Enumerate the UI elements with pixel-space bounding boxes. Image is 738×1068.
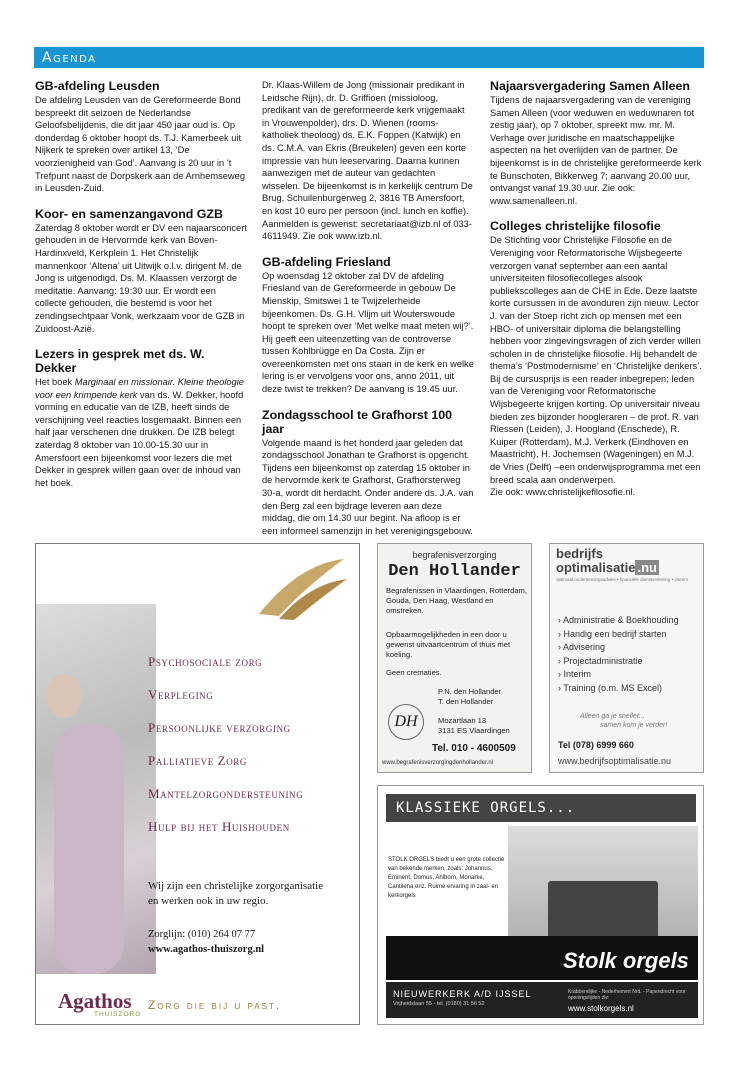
- zorglijn: Zorglijn: (010) 264 07 77: [148, 929, 256, 940]
- service-item: › Interim: [558, 669, 592, 679]
- ad-subtitle: begrafenisverzorging: [412, 550, 497, 560]
- article-title: Zondagsschool te Grafhorst 100 jaar: [262, 407, 453, 436]
- article-title: Colleges christelijke filosofie: [490, 219, 661, 234]
- article-body: Tijdens de najaarsvergadering van de vereniging Samen Alleen (voor weduwen en weduwnaren tot zestig jaar), op 7 oktober, spreekt mw. mr. M. Verhage over juridische en maatschappelijke aspecten na het overlijden van de partner. De bijeenkomst is in de christelijke gereformeerde kerk te Bunschoten, Bikkerweg 7; aanvang 20.00 uur, ontvangst vanaf 19.30 uur. Zie ook: www.samenalleen.nl.: [490, 95, 702, 206]
- location: NIEUWERKERK A/D IJSSEL: [393, 989, 532, 999]
- body-lead: Het boek: [35, 377, 75, 388]
- ad-paragraph: Opbaarmogelijkheden in een door u gewenst uitvaartcentrum of thuis met koeling.: [386, 630, 511, 659]
- agathos-ad[interactable]: [35, 543, 360, 1025]
- column-1: [35, 79, 247, 501]
- dh-logo-icon: DH: [388, 704, 424, 740]
- contact-name: P.N. den Hollander: [438, 687, 502, 696]
- article-continued: [262, 79, 474, 243]
- service-item: › Handig een bedrijf starten: [558, 628, 667, 639]
- ad-text: [148, 879, 323, 909]
- caregiver-photo: [36, 604, 156, 974]
- article-body: Volgende maand is het honderd jaar geleden dat zondagsschool Jonathan te Grafhorst is opgericht. Tijdens een bijeenkomst op zaterdag 15 oktober in de hervormde kerk te Grafhorst, Grafhorsterweg 30-a, wordt dit herdacht. Onder andere ds. J.A. van den Berg zal een bijdrage leveren aan deze middag, die om 14.30 uur begint. Na afloop is er een informeel samenzijn in het verenigingsgebouw.: [262, 437, 474, 536]
- body-rest: van ds. W. Dekker, hoofd vorming en educatie van de IZB, heeft sinds de verschijning veel reacties losgemaakt. Binnen een half jaar verschenen drie drukken. De IZB belegt zaterdag 8 oktober van 10.00-15.30 uur in Amersfoort een bijeenkomst voor lezers die met Dekker in gesprek willen gaan over de inhoud van het boek.: [35, 389, 244, 488]
- article-body: Zaterdag 8 oktober wordt er DV een najaarsconcert gehouden in de Hervormde kerk van Boven-Hardinxveld, Kerkplein 1. Het Christelijk mannenkoor ‘Altena’ uit Uitwijk o.l.v. dirigent M. de Jong is uitgenodigd. Ds. M. Klaassen verzorgt de meditatie. Aanvang: 19:30 uur. Er wordt een collecte gehouden, die bestemd is voor het zendingsechtpaar Vonk, werkzaam voor de GZB in Zuidoost-Azië.: [35, 222, 247, 334]
- article: [262, 408, 474, 538]
- article: [490, 79, 702, 207]
- service-item: Mantelzorgondersteuning: [148, 786, 304, 801]
- address-line: 3131 ES Vlaardingen: [438, 726, 510, 735]
- services-list: [558, 614, 679, 695]
- phone: Tel (078) 6999 660: [558, 740, 634, 750]
- ad-paragraph: Geen crematies.: [386, 668, 442, 677]
- book-title: Marginaal en missionair. Kleine theologie voor een krimpende kerk: [35, 377, 244, 400]
- article: [262, 255, 474, 396]
- scarf: [54, 724, 124, 974]
- article-title: Lezers in gesprek met ds. W. Dekker: [35, 347, 205, 376]
- ad-header: [386, 794, 696, 822]
- ad-paragraph: Begrafenissen in Vlaardingen, Rotterdam, Gouda, Den Haag, Westland en omstreken.: [386, 586, 527, 615]
- section-header-bar: [34, 47, 704, 68]
- service-item: Psychosociale zorg: [148, 654, 263, 669]
- quote-line: samen kom je verder!: [600, 722, 668, 729]
- service-item: Hulp bij het Huishouden: [148, 819, 290, 834]
- article-link: Zie ook: www.christelijkefilosofie.nl.: [490, 487, 636, 498]
- service-item: › Projectadministratie: [558, 655, 643, 666]
- article: [490, 219, 702, 498]
- service-item: › Training (o.m. MS Excel): [558, 682, 663, 693]
- address: Vrijheidslaan 55 - tel. (0180) 31 56 52: [393, 1001, 485, 1007]
- article-title: GB-afdeling Friesland: [262, 254, 391, 269]
- person-head: [46, 674, 82, 718]
- article-body: De afdeling Leusden van de Gereformeerde Bond bespreekt dit seizoen de Nederlandse Geloofsbelijdenis, die dit jaar 450 jaar oud is. Op donderdag 6 oktober hoopt ds. T.J. Kamerbeek uit Nijkerk te spreken over artikel 13, ‘De voorzienigheid van God’. Aanvang is 20 uur in ’t Trefpunt naast de Dorpskerk aan de Arnhemseweg in Leusden-Zuid.: [35, 95, 245, 194]
- address: [438, 716, 528, 736]
- ad-text: STOLK ORGELS biedt u een grote collectie van bekende merken, zoals: Johannus, Eminent, Domus, Ahlborn, Monarke, Cantilena enz. Ruime ervaring in zaal- en kerkorgels: [388, 857, 505, 899]
- phone: Tel. 010 - 4600509: [432, 743, 516, 754]
- ad-title: Den Hollander: [388, 562, 521, 581]
- service-item: › Administratie & Boekhouding: [558, 615, 679, 625]
- brand-logo: Stolk orgels: [563, 948, 689, 973]
- section-title: Agenda: [42, 50, 97, 66]
- slogan: Zorg die bij u past.: [148, 998, 282, 1012]
- agathos-logo: Agathos: [58, 989, 132, 1013]
- ad-text-line: en werken ook in uw regio.: [148, 895, 269, 907]
- logo-text: optimalisatie: [556, 560, 636, 575]
- logo-line-2: [556, 560, 659, 575]
- den-hollander-ad[interactable]: [377, 543, 532, 773]
- column-3: [490, 79, 702, 511]
- article: [35, 79, 247, 195]
- branches: Krabbendijke - Nederhemert Nrd. - Papendrecht voor openingstijden zie:: [568, 989, 686, 1001]
- quote-line: Alleen ga je sneller...: [580, 713, 645, 720]
- website-link[interactable]: www.begrafenisverzorgingdenhollander.nl: [382, 760, 494, 766]
- article-title: Najaarsvergadering Samen Alleen: [490, 79, 690, 93]
- leaf-logo-icon: [249, 554, 349, 624]
- services-list: [148, 654, 303, 852]
- quote: [580, 712, 667, 730]
- column-2: [262, 79, 474, 549]
- stolk-orgels-ad[interactable]: [377, 785, 704, 1025]
- article-title: Koor- en samenzangavond GZB: [35, 206, 223, 221]
- contact-name: T. den Hollander: [438, 697, 494, 706]
- website-link[interactable]: www.agathos-thuiszorg.nl: [148, 944, 265, 955]
- agathos-logo-sub: THUISZORG: [94, 1011, 142, 1018]
- article-title: GB-afdeling Leusden: [35, 79, 160, 93]
- bedrijfsoptimalisatie-ad[interactable]: [549, 543, 704, 773]
- article-body: Op woensdag 12 oktober zal DV de afdeling Friesland van de Gereformeerde in gebouw De Mienskip, Smitswei 1 te Twijzelerheide bijeenkomen. Ds. G.H. Vlijm uit Wouterswoude hoopt te spreken over ‘Met welke maat meten wij?’. Hij geeft een uiteenzetting van de controverse tussen Kohlbrügge en Da Costa. Zijn er overeenkomsten met ons staan in de kerk en welke lering is er vervolgens voor ons, anno 2011, uit deze twist te trekken? De aanvang is 19.45 uur.: [262, 270, 474, 395]
- article-body: Dr. Klaas-Willem de Jong (missionair predikant in Leidsche Rijn), dr. D. Griffioen (missioloog, predikant van de gereformeerde kerk vrijgemaakt in Vrouwenpolder), drs. D. Wienen (rooms-katholiek theoloog) ds. E.K. Foppen (Katwijk) en ds. C.M.A. van Ekris (Breukelen) geven een korte impressie van hun leeservaring. Daarna kunnen aanwezigen met de auteur van gedachten wisselen. De bijeenkomst is in kerkelijk centrum De Brug, Schuilenburgerweg 2, 3816 TB Amersfoort, en kost 10 euro per persoon (incl. lunch en koffie). Aanmelden is gewenst: secretariaat@izb.nl of 033-4611949. Zie ook www.izb.nl.: [262, 80, 473, 242]
- service-item: Verpleging: [148, 687, 214, 702]
- website-link[interactable]: www.bedrijfsoptimalisatie.nu: [558, 756, 672, 766]
- contact-names: [438, 687, 528, 707]
- article-body: De Stichting voor Christelijke Filosofie en de Vereniging voor Reformatorische Wijsbegeerte verzorgen vanaf september aan een aantal universiteiten filosofiecolleges alsook publiekscolleges aan de CHE in Ede. Deze laatste korte cursussen in de avonduren zijn nieuw. Lector J. van der Stoep richt zich op mensen met een HBO- of universitair diploma die belangstelling hebben voor zingevingsvragen of zich verder willen scholen in de christelijke filosofie. Hij behandelt de thema’s ‘Postmodernisme’ en ‘Christelijke denkers’. Bij de cursusprijs is een reader inbegrepen; leden van de Vereniging voor Reformatorische Wijsbegeerte krijgen korting. Op universitair niveau bieden zes bijzonder hoogleraren – de prof. R. van Riessen (Leiden), J. Hoogland (Enschede), R. Kuiper (Rotterdam), M.J. Verkerk (Eindhoven en Maastricht), H. Jochemsen (Wageningen) en M.J. de Vries (Delft) –een onderwijsprogramma met een breed scala aan onderwerpen.: [490, 235, 702, 485]
- service-item: › Advisering: [558, 642, 606, 652]
- logo-line-1: bedrijfs: [556, 546, 603, 561]
- ad-text-line: Wij zijn een christelijke zorgorganisatie: [148, 880, 324, 892]
- website-link[interactable]: www.stolkorgels.nl: [568, 1004, 634, 1013]
- service-item: Palliatieve Zorg: [148, 753, 248, 768]
- logo-nu: .nu: [637, 560, 657, 575]
- service-item: Persoonlijke verzorging: [148, 720, 291, 735]
- article: [35, 347, 247, 489]
- article-body: [35, 376, 247, 489]
- ad-title: KLASSIEKE ORGELS...: [396, 800, 576, 816]
- logo-tagline: optimaal ondernemingsadvies • financiële dienstverlening • interim: [556, 577, 688, 582]
- address-line: Mozartlaan 13: [438, 716, 487, 725]
- article: [35, 207, 247, 335]
- organ-icon: [548, 881, 658, 941]
